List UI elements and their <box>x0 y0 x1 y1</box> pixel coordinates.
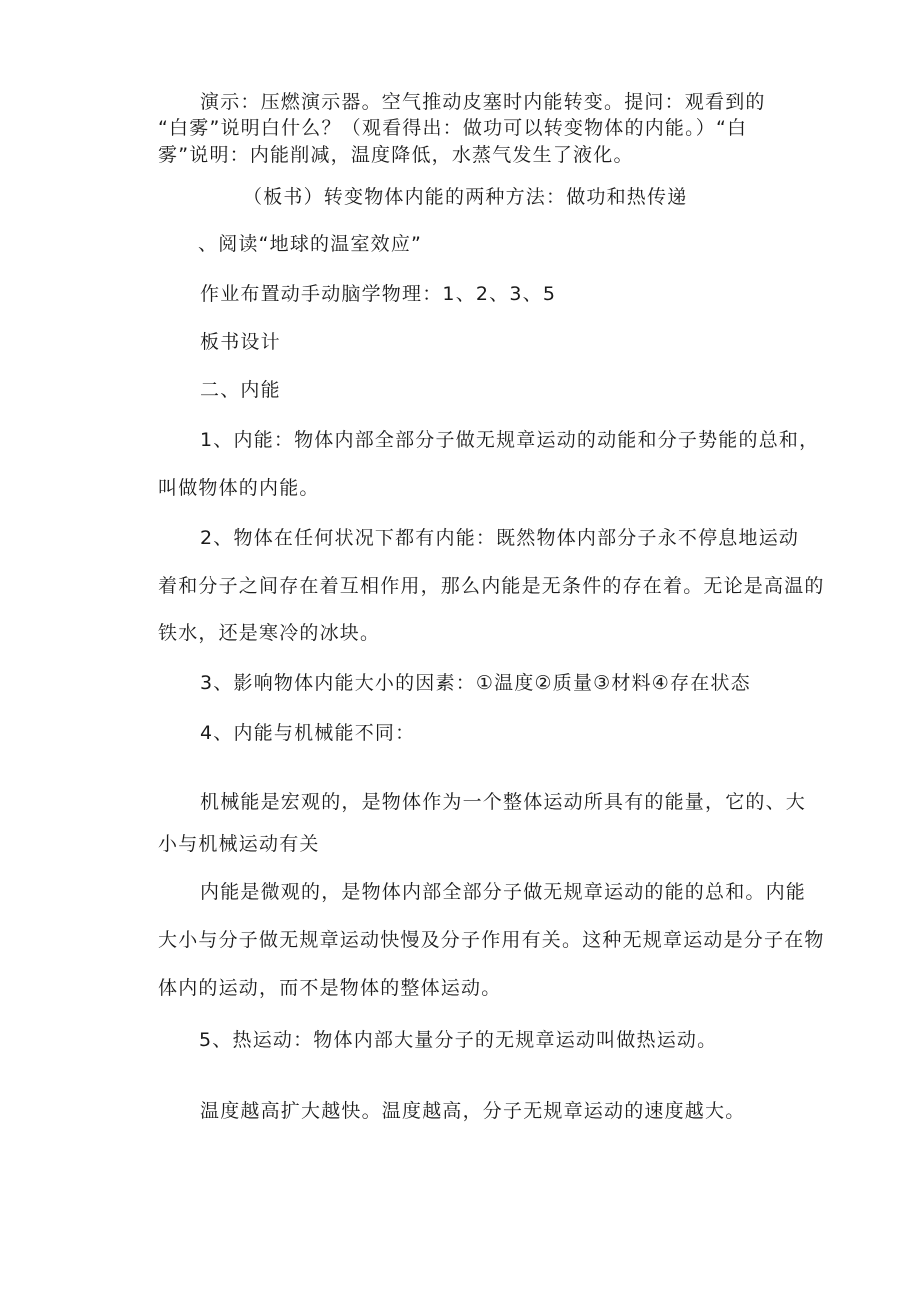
text-line: （板书）转变物体内能的两种方法：做功和热传递 <box>243 186 688 208</box>
text-line: 叫做物体的内能。 <box>158 477 320 499</box>
text-line: 二、内能 <box>200 379 281 401</box>
text-line: 作业布置动手动脑学物理：1、2、3、5 <box>200 283 557 305</box>
text-line: 、阅读“地球的温室效应” <box>198 233 423 255</box>
text-line: 小与机械运动有关 <box>158 833 320 855</box>
text-line: 铁水，还是寒冷的冰块。 <box>158 622 381 644</box>
text-line: 着和分子之间存在着互相作用，那么内能是无条件的存在着。无论是高温的 <box>158 575 825 597</box>
text-line: 温度越高扩大越快。温度越高，分子无规章运动的速度越大。 <box>200 1100 746 1122</box>
text-line: 5、热运动：物体内部大量分子的无规章运动叫做热运动。 <box>199 1029 718 1051</box>
text-line: 大小与分子做无规章运动快慢及分子作用有关。这种无规章运动是分子在物 <box>158 929 825 951</box>
text-line: 4、内能与机械能不同： <box>200 722 416 744</box>
text-line: 板书设计 <box>200 331 281 353</box>
text-line: “白雾”说明白什么？（观看得出：做功可以转变物体的内能。）“白 <box>158 117 748 139</box>
text-line: 雾”说明：内能削减，温度降低，水蒸气发生了液化。 <box>158 144 634 166</box>
text-line: 内能是微观的，是物体内部全部分子做无规章运动的能的总和。内能 <box>200 881 807 903</box>
text-line: 演示：压燃演示器。空气推动皮塞时内能转变。提问：观看到的 <box>200 91 766 113</box>
text-line: 3、影响物体内能大小的因素：①温度②质量③材料④存在状态 <box>200 672 751 694</box>
text-line: 1、内能：物体内部全部分子做无规章运动的动能和分子势能的总和， <box>200 429 820 451</box>
text-line: 2、物体在任何状况下都有内能：既然物体内部分子永不停息地运动 <box>200 527 800 549</box>
text-line: 体内的运动，而不是物体的整体运动。 <box>158 977 502 999</box>
text-line: 机械能是宏观的，是物体作为一个整体运动所具有的能量，它的、大 <box>200 791 807 813</box>
